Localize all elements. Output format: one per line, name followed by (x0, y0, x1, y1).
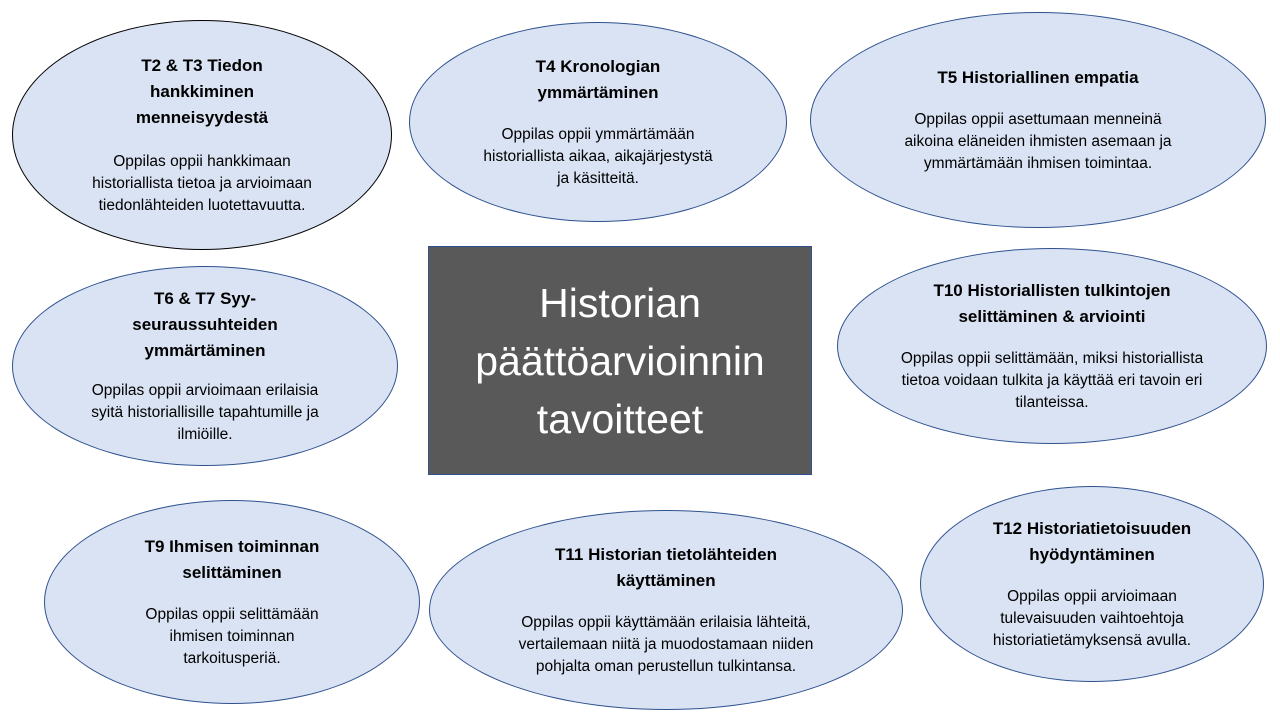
goal-t9-ellipse (44, 500, 420, 704)
goal-t2-t3-description: Oppilas oppii hankkimaan historiallista tietoa ja arvioimaan tiedonlähteiden luotettavuutta. (92, 153, 312, 214)
goal-t12-description: Oppilas oppii arvioimaan tulevaisuuden vaihtoehtoja historiatietämyksensä avulla. (992, 588, 1192, 649)
goal-t9-title: T9 Ihmisen toiminnan selittäminen (144, 537, 320, 582)
goal-t4-title: T4 Kronologian ymmärtäminen (535, 57, 661, 102)
goal-t11-description: Oppilas oppii käyttämään erilaisia lähteitä, vertailemaan niitä ja muodostamaan niiden pohjalta oman perustellun tulkintansa. (518, 614, 814, 675)
goal-t6-t7-description: Oppilas oppii arvioimaan erilaisia syitä historiallisille tapahtumille ja ilmiöille. (91, 382, 319, 443)
goal-t2-t3-title: T2 & T3 Tiedon hankkiminen menneisyydestä (135, 56, 269, 127)
goal-t10-description: Oppilas oppii selittämään, miksi historiallista tietoa voidaan tulkita ja käyttää eri tavoin eri tilanteissa. (900, 350, 1204, 411)
goal-t2-t3-ellipse (12, 20, 392, 250)
goal-t6-t7-title: T6 & T7 Syy-seuraussuhteiden ymmärtäminen (132, 289, 278, 360)
goal-t4-description: Oppilas oppii ymmärtämään historiallista aikaa, aikajärjestystä ja käsitteitä. (483, 126, 713, 187)
goal-t10-ellipse (837, 248, 1267, 444)
goal-t6-t7-ellipse (12, 266, 398, 466)
goal-t11-ellipse (429, 510, 903, 710)
center-title: Historian päättöarvioinnin tavoitteet (475, 279, 765, 442)
goal-t11-title: T11 Historian tietolähteiden käyttäminen (555, 545, 777, 590)
goal-t12-title: T12 Historiatietoisuuden hyödyntäminen (992, 519, 1192, 564)
goal-t9-description: Oppilas oppii selittämään ihmisen toiminnan tarkoitusperiä. (145, 606, 319, 667)
goal-t12-ellipse (920, 486, 1264, 682)
goal-t10-title: T10 Historiallisten tulkintojen selittäminen & arviointi (933, 281, 1171, 326)
center-title-box (428, 246, 812, 475)
goal-t5-description: Oppilas oppii asettumaan menneinä aikoina eläneiden ihmisten asemaan ja ymmärtämään ihmisen toimintaa. (904, 111, 1172, 172)
goal-t5-ellipse (810, 12, 1266, 228)
goal-t5-title: T5 Historiallinen empatia (937, 68, 1139, 87)
goal-t4-ellipse (409, 22, 787, 222)
